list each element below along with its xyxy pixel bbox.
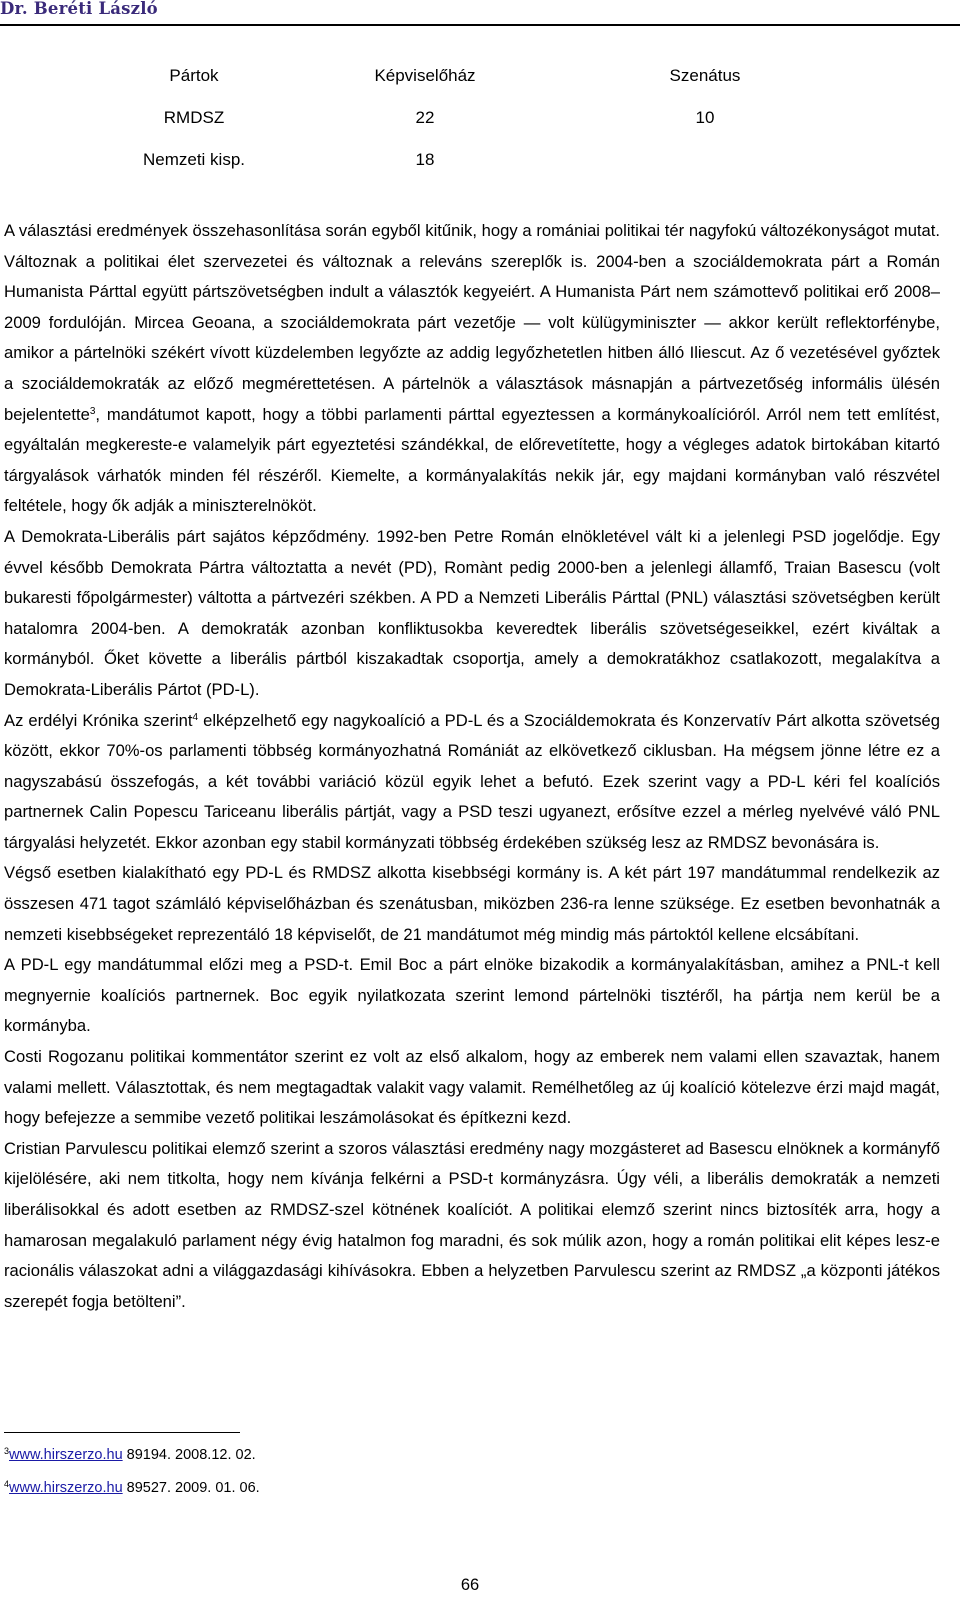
paragraph-text: Végső esetben kialakítható egy PD-L és RMDSZ alkotta kisebbségi kormány is. A két párt 197 mandátummal rendelkezik az összesen 471 tagot számláló képviselőházban és szenátusban, miközben 236-ra lenne szüksége. Ez esetben bevonhatnák a nemzeti kisebbségeket reprezentáló 18 képviselőt, de 21 mandátumot még mindig más pártoktól kellene elcsábítani. <box>4 863 940 944</box>
seats-table-row <box>0 108 960 150</box>
footnote-divider <box>4 1432 240 1433</box>
paragraph-text: Cristian Parvulescu politikai elemző szerint a szoros választási eredmény nagy mozgásteret ad Basescu elnöknek a kormányfő kijelölésére, aki nem titkolta, hogy nem kívánja felkérni a PSD-t kormányzásra. Úgy véli, a liberális demokraták a nemzeti liberálisokkal és adott esetben az RMDSZ-szel kötnének koalíciót. A politikai elemző szerint nincs biztosíték arra, hogy a hamarosan megalakuló parlament négy évig hatalmon fog maradni, és sok múlik azon, hogy a román politikai elit képes lesz-e racionális válaszokat adni a világgazdasági kihívásokra. Ebben a helyzetben Parvulescu szerint az RMDSZ „a központi játékos szerepét fogja betölteni”. <box>4 1138 940 1311</box>
paragraph-text: A Demokrata-Liberális párt sajátos képződmény. 1992-ben Petre Román elnökletével vált ki a jelenlegi PSD jogelődje. Egy évvel később Demokrata Pártra változtatta a nevét (PD), Romànt pedig 2000-ben a jelenlegi államfő, Traian Basescu (volt bukaresti főpolgármester) váltotta a pártvezéri székben. A PD a Nemzeti Liberális Párttal (PNL) választási szövetségben került hatalomra 2004-ben. A demokraták azonban konfliktusokba keveredtek liberális szövetségeseikkel, ezért kiváltak a kormányból. Őket követte a liberális pártból kiszakadtak csoportja, amely a demokratákhoz csatlakozott, megalakítva a Demokrata-Liberális Pártot (PD-L). <box>4 526 940 699</box>
paragraph <box>4 1042 940 1134</box>
paragraph <box>4 522 940 706</box>
paragraph <box>4 858 940 950</box>
seats-table-header-row <box>0 66 960 108</box>
house-seats: 18 <box>415 150 435 169</box>
paragraph-text: A PD-L egy mandátummal előzi meg a PSD-t. Emil Boc a párt elnöke bizakodik a kormányalakításban, amihez a PNL-t kell megnyernie koalíciós partnernek. Boc egyik nyilatkozata szerint lemond pártelnöki tisztéről, ha pártja nem kerül be a kormányba. <box>4 955 940 1036</box>
footnote-link[interactable]: www.hirszerzo.hu <box>9 1480 123 1496</box>
footnote <box>4 1480 704 1513</box>
paragraph <box>4 706 940 859</box>
paragraph <box>4 950 940 1042</box>
party-name: Nemzeti kisp. <box>142 150 246 169</box>
page-header <box>0 0 960 26</box>
paragraph-text: , mandátumot kapott, hogy a többi parlamenti párttal egyeztessen a kormánykoalícióról. Arról nem tett említést, egyáltalán megkereste-e valamelyik párt egyeztetési szándékkal, de előrevetítette, hogy a végleges adatok birtokában kitartó tárgyalások várhatók minden fél részéről. Kiemelte, a kormányalakítás nekik jár, egy majdani kormányban való részvétel feltétele, hogy ők adják a miniszterelnököt. <box>4 404 940 516</box>
footnotes <box>4 1432 704 1513</box>
footnote-number: 4 <box>4 1479 10 1489</box>
page-number: 66 <box>460 1576 480 1594</box>
paragraph-text: elképzelhető egy nagykoalíció a PD-L és a Szociáldemokrata és Konzervatív Párt alkotta szövetség között, ekkor 70%-os parlamenti többség kormányozhatná Romániát az elkövetkező ciklusban. Ha mégsem jönne létre ez a nagyszabású összefogás, a két további variáció közül egyik lehet a befutó. Ezek szerint vagy a PD-L kéri fel koalíciós partnernek Calin Popescu Tariceanu liberális pártját, vagy a PSD teszi ugyanezt, erősítve ezzel a mérleg nyelvévé váló PNL tárgyalási helyzetét. Ekkor azonban egy stabil kormányzati többség érdekében szükség lesz az RMDSZ bevonására is. <box>4 710 941 852</box>
article-body <box>4 216 940 1317</box>
footnote <box>4 1447 704 1480</box>
footnote-text: 89527. 2009. 01. 06. <box>122 1480 260 1496</box>
paragraph-text: Az erdélyi Krónika szerint <box>4 710 193 730</box>
senate-seats: 10 <box>695 108 715 127</box>
column-header-senate: Szenátus <box>669 66 741 85</box>
footnote-text: 89194. 2008.12. 02. <box>122 1447 256 1463</box>
paragraph-text: A választási eredmények összehasonlítása során egyből kitűnik, hogy a romániai politikai tér nagyfokú változékonyságot mutat. Változnak a politikai élet szervezetei és változnak a releváns szereplők is. 2004-ben a szociáldemokrata párt a Román Humanista Párttal együtt pártszövetségben indult a választók kegyeiért. A Humanista Párt nem számottevő politikai erő 2008–2009 fordulóján. Mircea Geoana, a szociáldemokrata párt vezetője — volt külügyminiszter — akkor került reflektorfénybe, amikor a pártelnöki székért vívott küzdelemben legyőzte az addig legyőzhetetlen hitben álló Iliescut. Az ő vezetésével győztek a szociáldemokraták az előző megmérettetésen. A pártelnök a választások másnapján a pártvezetőség informális ülésén bejelentette <box>4 221 940 424</box>
seats-table <box>0 66 960 192</box>
column-header-parties: Pártok <box>169 66 219 85</box>
house-seats: 22 <box>415 108 435 127</box>
column-header-house: Képviselőház <box>374 66 476 85</box>
paragraph-text: Costi Rogozanu politikai kommentátor szerint ez volt az első alkalom, hogy az emberek nem valami ellen szavaztak, hanem valami mellett. Választottak, és nem megtagadtak valakit vagy valamit. Remélhetőleg az új koalíció kötelezve érzi majd magát, hogy befejezze a semmibe vezető politikai leszámolásokat és építkezni kezd. <box>4 1047 940 1128</box>
footnote-reference[interactable]: 4 <box>192 711 199 723</box>
paragraph <box>4 216 940 522</box>
author-name: Dr. Beréti László <box>0 0 158 18</box>
footnote-link[interactable]: www.hirszerzo.hu <box>9 1447 123 1463</box>
footnote-reference[interactable]: 3 <box>89 405 96 417</box>
footnote-number: 3 <box>4 1446 10 1456</box>
seats-table-row <box>0 150 960 192</box>
paragraph <box>4 1134 940 1318</box>
party-name: RMDSZ <box>163 108 225 127</box>
